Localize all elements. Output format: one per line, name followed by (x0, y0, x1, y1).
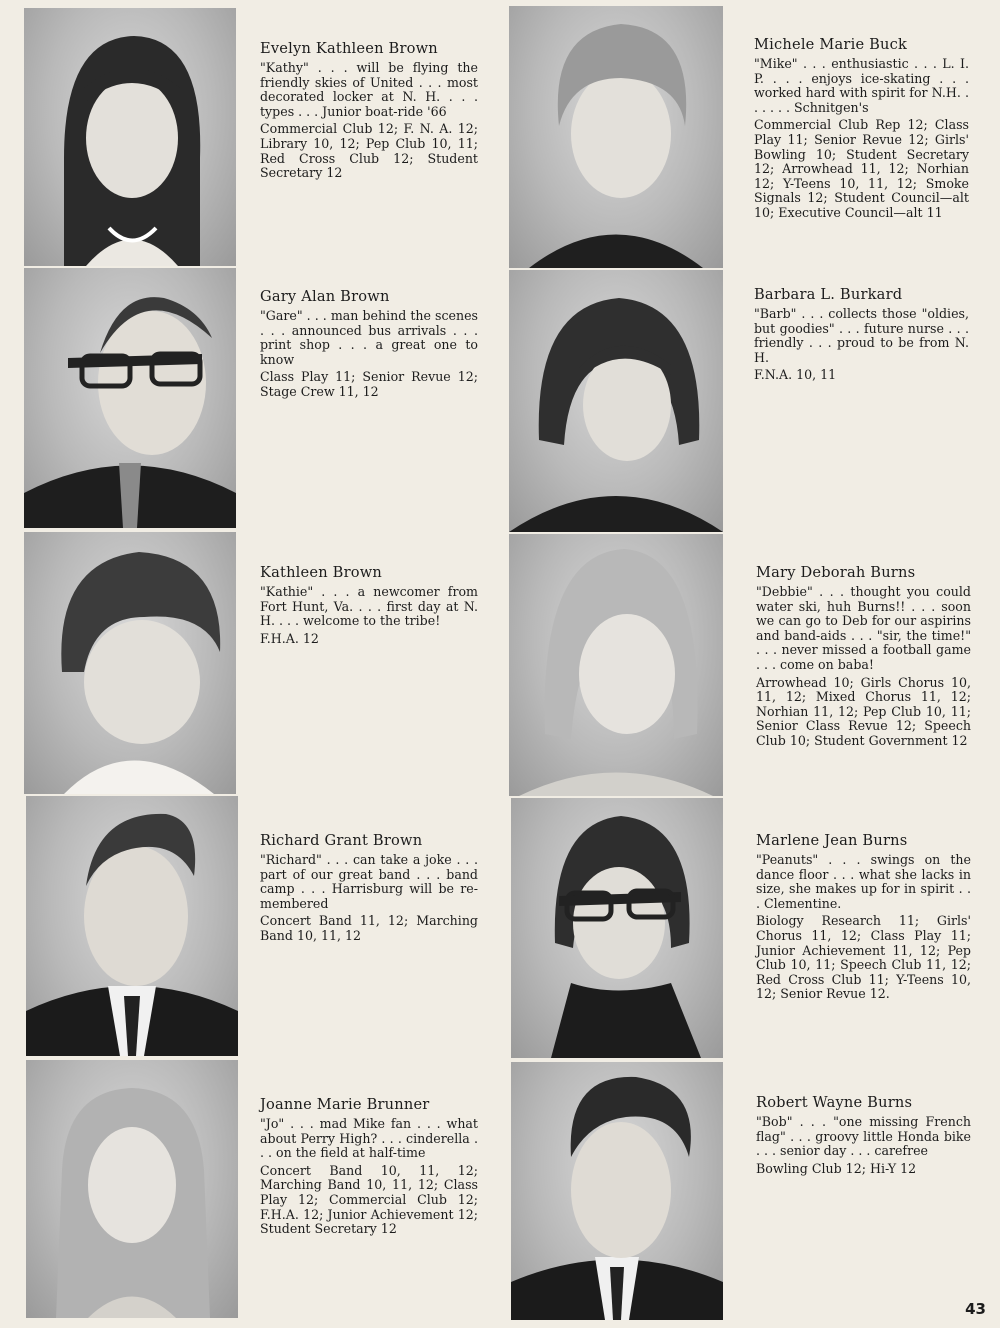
portrait-illustration (511, 798, 723, 1058)
student-name: Evelyn Kathleen Brown (260, 40, 438, 57)
student-name: Joanne Marie Brunner (260, 1096, 430, 1113)
student-name: Marlene Jean Burns (756, 832, 908, 849)
portrait-photo (24, 532, 236, 794)
portrait-illustration (509, 6, 723, 268)
portrait-illustration (26, 1060, 238, 1318)
student-quote: "Barb" . . . collects those "oldies, but goodies" . . . future nurse . . . friendly . . . proud to be from N. H. (754, 306, 969, 365)
portrait-photo (509, 534, 723, 796)
student-name: Michele Marie Buck (754, 36, 908, 53)
student-quote: "Debbie" . . . thought you could water ski, huh Burns!! . . . soon we can go to Deb for our aspirins and band-aids . . . "sir, the time!" . . . never missed a football game . . . come on baba! (756, 584, 971, 672)
student-quote: "Kathie" . . . a newcomer from Fort Hunt, Va. . . . first day at N. H. . . . welcome to the tribe! (260, 584, 478, 629)
student-quote: "Mike" . . . enthusiastic . . . L. I. P. . . . enjoys ice-skating . . . worked hard with spirit for N.H. . . . . . . Schnitgen's (754, 56, 969, 115)
portrait-illustration (509, 534, 723, 796)
student-activities: Commercial Club Rep 12; Class Play 11; Senior Revue 12; Girls' Bowling 10; Student Secretary 12; Arrowhead 11, 12; Norhian 12; Y-Teens 10, 11, 12; Smoke Signals 12; Student Council—alt 10; Executive Council—alt 11 (754, 117, 969, 220)
portrait-illustration (26, 796, 238, 1056)
student-activities: Arrowhead 10; Girls Chorus 10, 11, 12; Mixed Chorus 11, 12; Norhian 11, 12; Pep Club 10, 11; Senior Class Revue 12; Speech Club 10; Student Government 12 (756, 674, 971, 748)
portrait-illustration (509, 270, 723, 532)
student-name: Mary Deborah Burns (756, 564, 916, 581)
student-activities: F.H.A. 12 (260, 630, 319, 646)
portrait-photo (26, 1060, 238, 1318)
student-quote: "Bob" . . . "one missing French flag" . . . groovy little Honda bike . . . senior day . . . carefree (756, 1114, 971, 1159)
portrait-illustration (24, 8, 236, 266)
student-name: Kathleen Brown (260, 564, 383, 581)
portrait-photo (511, 1062, 723, 1320)
student-quote: "Jo" . . . mad Mike fan . . . what about Perry High? . . . cinderella . . . on the field at half-time (260, 1116, 478, 1161)
portrait-photo (24, 268, 236, 528)
portrait-photo (511, 798, 723, 1058)
student-quote: "Gare" . . . man behind the scenes . . . announced bus arrivals . . . print shop . . . a great one to know (260, 308, 478, 367)
portrait-illustration (511, 1062, 723, 1320)
portrait-photo (24, 8, 236, 266)
student-activities: Commercial Club 12; F. N. A. 12; Library 10, 12; Pep Club 10, 11; Red Cross Club 12; Student Secretary 12 (260, 121, 478, 181)
student-activities: F.N.A. 10, 11 (754, 367, 837, 383)
student-activities: Bowling Club 12; Hi-Y 12 (756, 1160, 917, 1176)
page-number: 43 (965, 1300, 986, 1318)
portrait-photo (509, 270, 723, 532)
student-activities: Concert Band 11, 12; Marching Band 10, 11, 12 (260, 913, 478, 943)
student-name: Richard Grant Brown (260, 832, 423, 849)
portrait-illustration (24, 532, 236, 794)
portrait-photo (26, 796, 238, 1056)
student-quote: "Richard" . . . can take a joke . . . part of our great band . . . band camp . . . Harrisburg will be re-membered (260, 852, 478, 911)
student-activities: Biology Research 11; Girls' Chorus 11, 12; Class Play 11; Junior Achievement 11, 12; Pep Club 10, 11; Speech Club 11, 12; Red Cross Club 11; Y-Teens 10, 12; Senior Revue 12. (756, 913, 971, 1002)
portrait-illustration (24, 268, 236, 528)
student-name: Gary Alan Brown (260, 288, 390, 305)
student-name: Barbara L. Burkard (754, 286, 903, 303)
student-name: Robert Wayne Burns (756, 1094, 913, 1111)
student-quote: "Kathy" . . . will be flying the friendly skies of United . . . most decorated locker at N. H. . . . types . . . Junior boat-ride '66 (260, 60, 478, 119)
student-quote: "Peanuts" . . . swings on the dance floor . . . what she lacks in size, she makes up for in spirit . . . Clementine. (756, 852, 971, 911)
portrait-photo (509, 6, 723, 268)
student-activities: Class Play 11; Senior Revue 12; Stage Crew 11, 12 (260, 369, 478, 399)
student-activities: Concert Band 10, 11, 12; Marching Band 10, 11, 12; Class Play 12; Commercial Club 12; F.H.A. 12; Junior Achievement 12; Student Secretary 12 (260, 1162, 478, 1237)
